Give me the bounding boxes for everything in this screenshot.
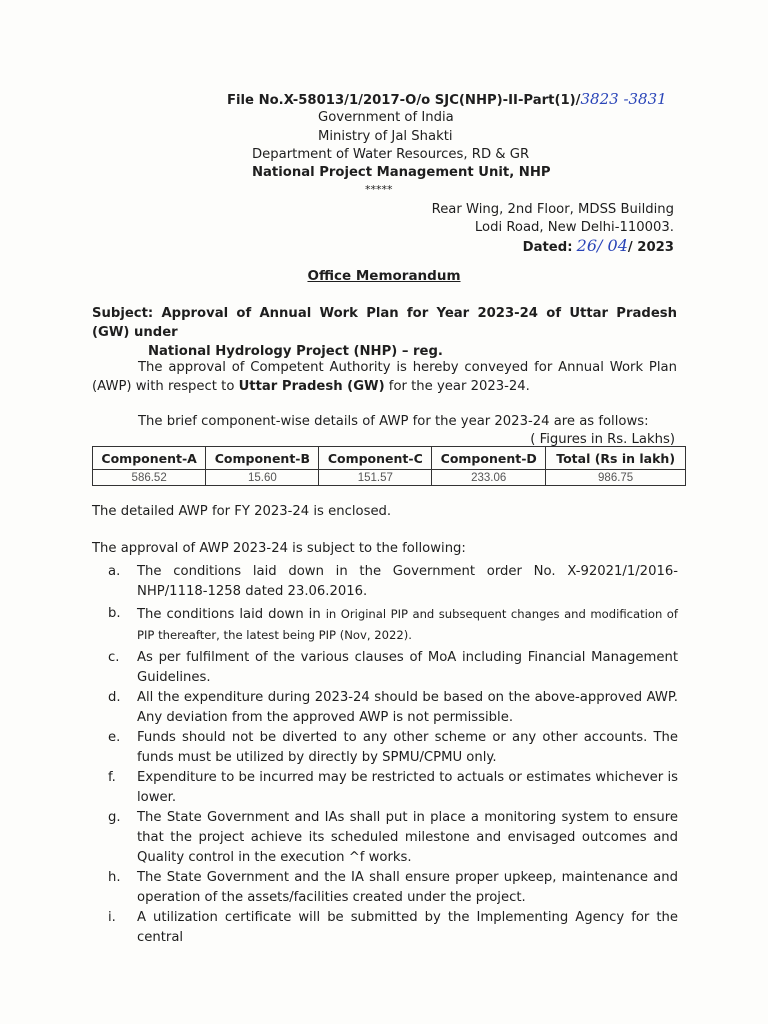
list-item: g. The State Government and IAs shall put in place a monitoring system to ensure that the project achieve its scheduled milestone and envisaged outcomes and Quality control in the execution ^f works. bbox=[108, 810, 678, 865]
unit-line: National Project Management Unit, NHP bbox=[252, 165, 551, 180]
stars-divider: ***** bbox=[365, 183, 393, 196]
subject-to-line: The approval of AWP 2023-24 is subject to the following: bbox=[92, 541, 466, 556]
memo-title: Office Memorandum bbox=[307, 268, 461, 284]
table-header-row bbox=[93, 447, 686, 470]
table-cell: 151.57 bbox=[319, 470, 432, 486]
table-cell: 15.60 bbox=[206, 470, 319, 486]
government-line: Government of India bbox=[318, 110, 454, 125]
table-cell: 586.52 bbox=[93, 470, 206, 486]
file-number: File No.X-58013/1/2017-O/o SJC(NHP)-II-Part(1)/3823 -3831 bbox=[227, 90, 667, 108]
department-line: Department of Water Resources, RD & GR bbox=[252, 147, 530, 162]
address-line-1: Rear Wing, 2nd Floor, MDSS Building bbox=[431, 202, 674, 217]
handwritten-date: 26/ 04 bbox=[576, 236, 628, 255]
list-item: i. A utilization certificate will be submitted by the Implementing Agency for the central bbox=[108, 910, 678, 945]
component-table bbox=[92, 446, 686, 486]
table-header-cell: Component-D bbox=[432, 447, 546, 470]
list-item: h. The State Government and the IA shall ensure proper upkeep, maintenance and operation of the assets/facilities created under the project. bbox=[108, 870, 678, 905]
table-header-cell: Component-C bbox=[319, 447, 432, 470]
ministry-line: Ministry of Jal Shakti bbox=[318, 129, 453, 144]
subject: Subject: Approval of Annual Work Plan for Year 2023-24 of Uttar Pradesh (GW) under National Hydrology Project (NHP) – reg. bbox=[92, 306, 677, 359]
list-item: a. The conditions laid down in the Government order No. X-92021/1/2016-NHP/1118-1258 dated 23.06.2016. bbox=[108, 564, 678, 599]
table-header-cell: Component-A bbox=[93, 447, 206, 470]
table-row bbox=[93, 470, 686, 486]
conditions-list bbox=[108, 562, 678, 948]
list-item: f. Expenditure to be incurred may be restricted to actuals or estimates whichever is lower. bbox=[108, 770, 678, 805]
list-item: c. As per fulfilment of the various clauses of MoA including Financial Management Guidelines. bbox=[108, 650, 678, 685]
intro-paragraph: The approval of Competent Authority is hereby conveyed for Annual Work Plan (AWP) with respect to Uttar Pradesh (GW) for the year 2023-24. bbox=[92, 360, 677, 394]
address-line-2: Lodi Road, New Delhi-110003. bbox=[474, 220, 674, 235]
list-item: d. All the expenditure during 2023-24 should be based on the above-approved AWP. Any deviation from the approved AWP is not permissible. bbox=[108, 690, 678, 725]
figures-note: ( Figures in Rs. Lakhs) bbox=[530, 432, 675, 447]
list-item: e. Funds should not be diverted to any other scheme or any other accounts. The funds must be utilized by directly by SPMU/CPMU only. bbox=[108, 730, 678, 765]
list-item: b. The conditions laid down in in Original PIP and subsequent changes and modification of PIP thereafter, the latest being PIP (Nov, 2022). bbox=[108, 606, 678, 642]
brief-line: The brief component-wise details of AWP for the year 2023-24 are as follows: bbox=[138, 414, 649, 429]
table-cell: 233.06 bbox=[432, 470, 546, 486]
table-cell: 986.75 bbox=[546, 470, 686, 486]
handwritten-file-range: 3823 -3831 bbox=[580, 90, 667, 108]
date-line: Dated: 26/ 04/ 2023 bbox=[522, 236, 674, 255]
enclosed-line: The detailed AWP for FY 2023-24 is enclosed. bbox=[92, 504, 392, 519]
table-header-cell: Component-B bbox=[206, 447, 319, 470]
table-header-cell: Total (Rs in lakh) bbox=[546, 447, 686, 470]
